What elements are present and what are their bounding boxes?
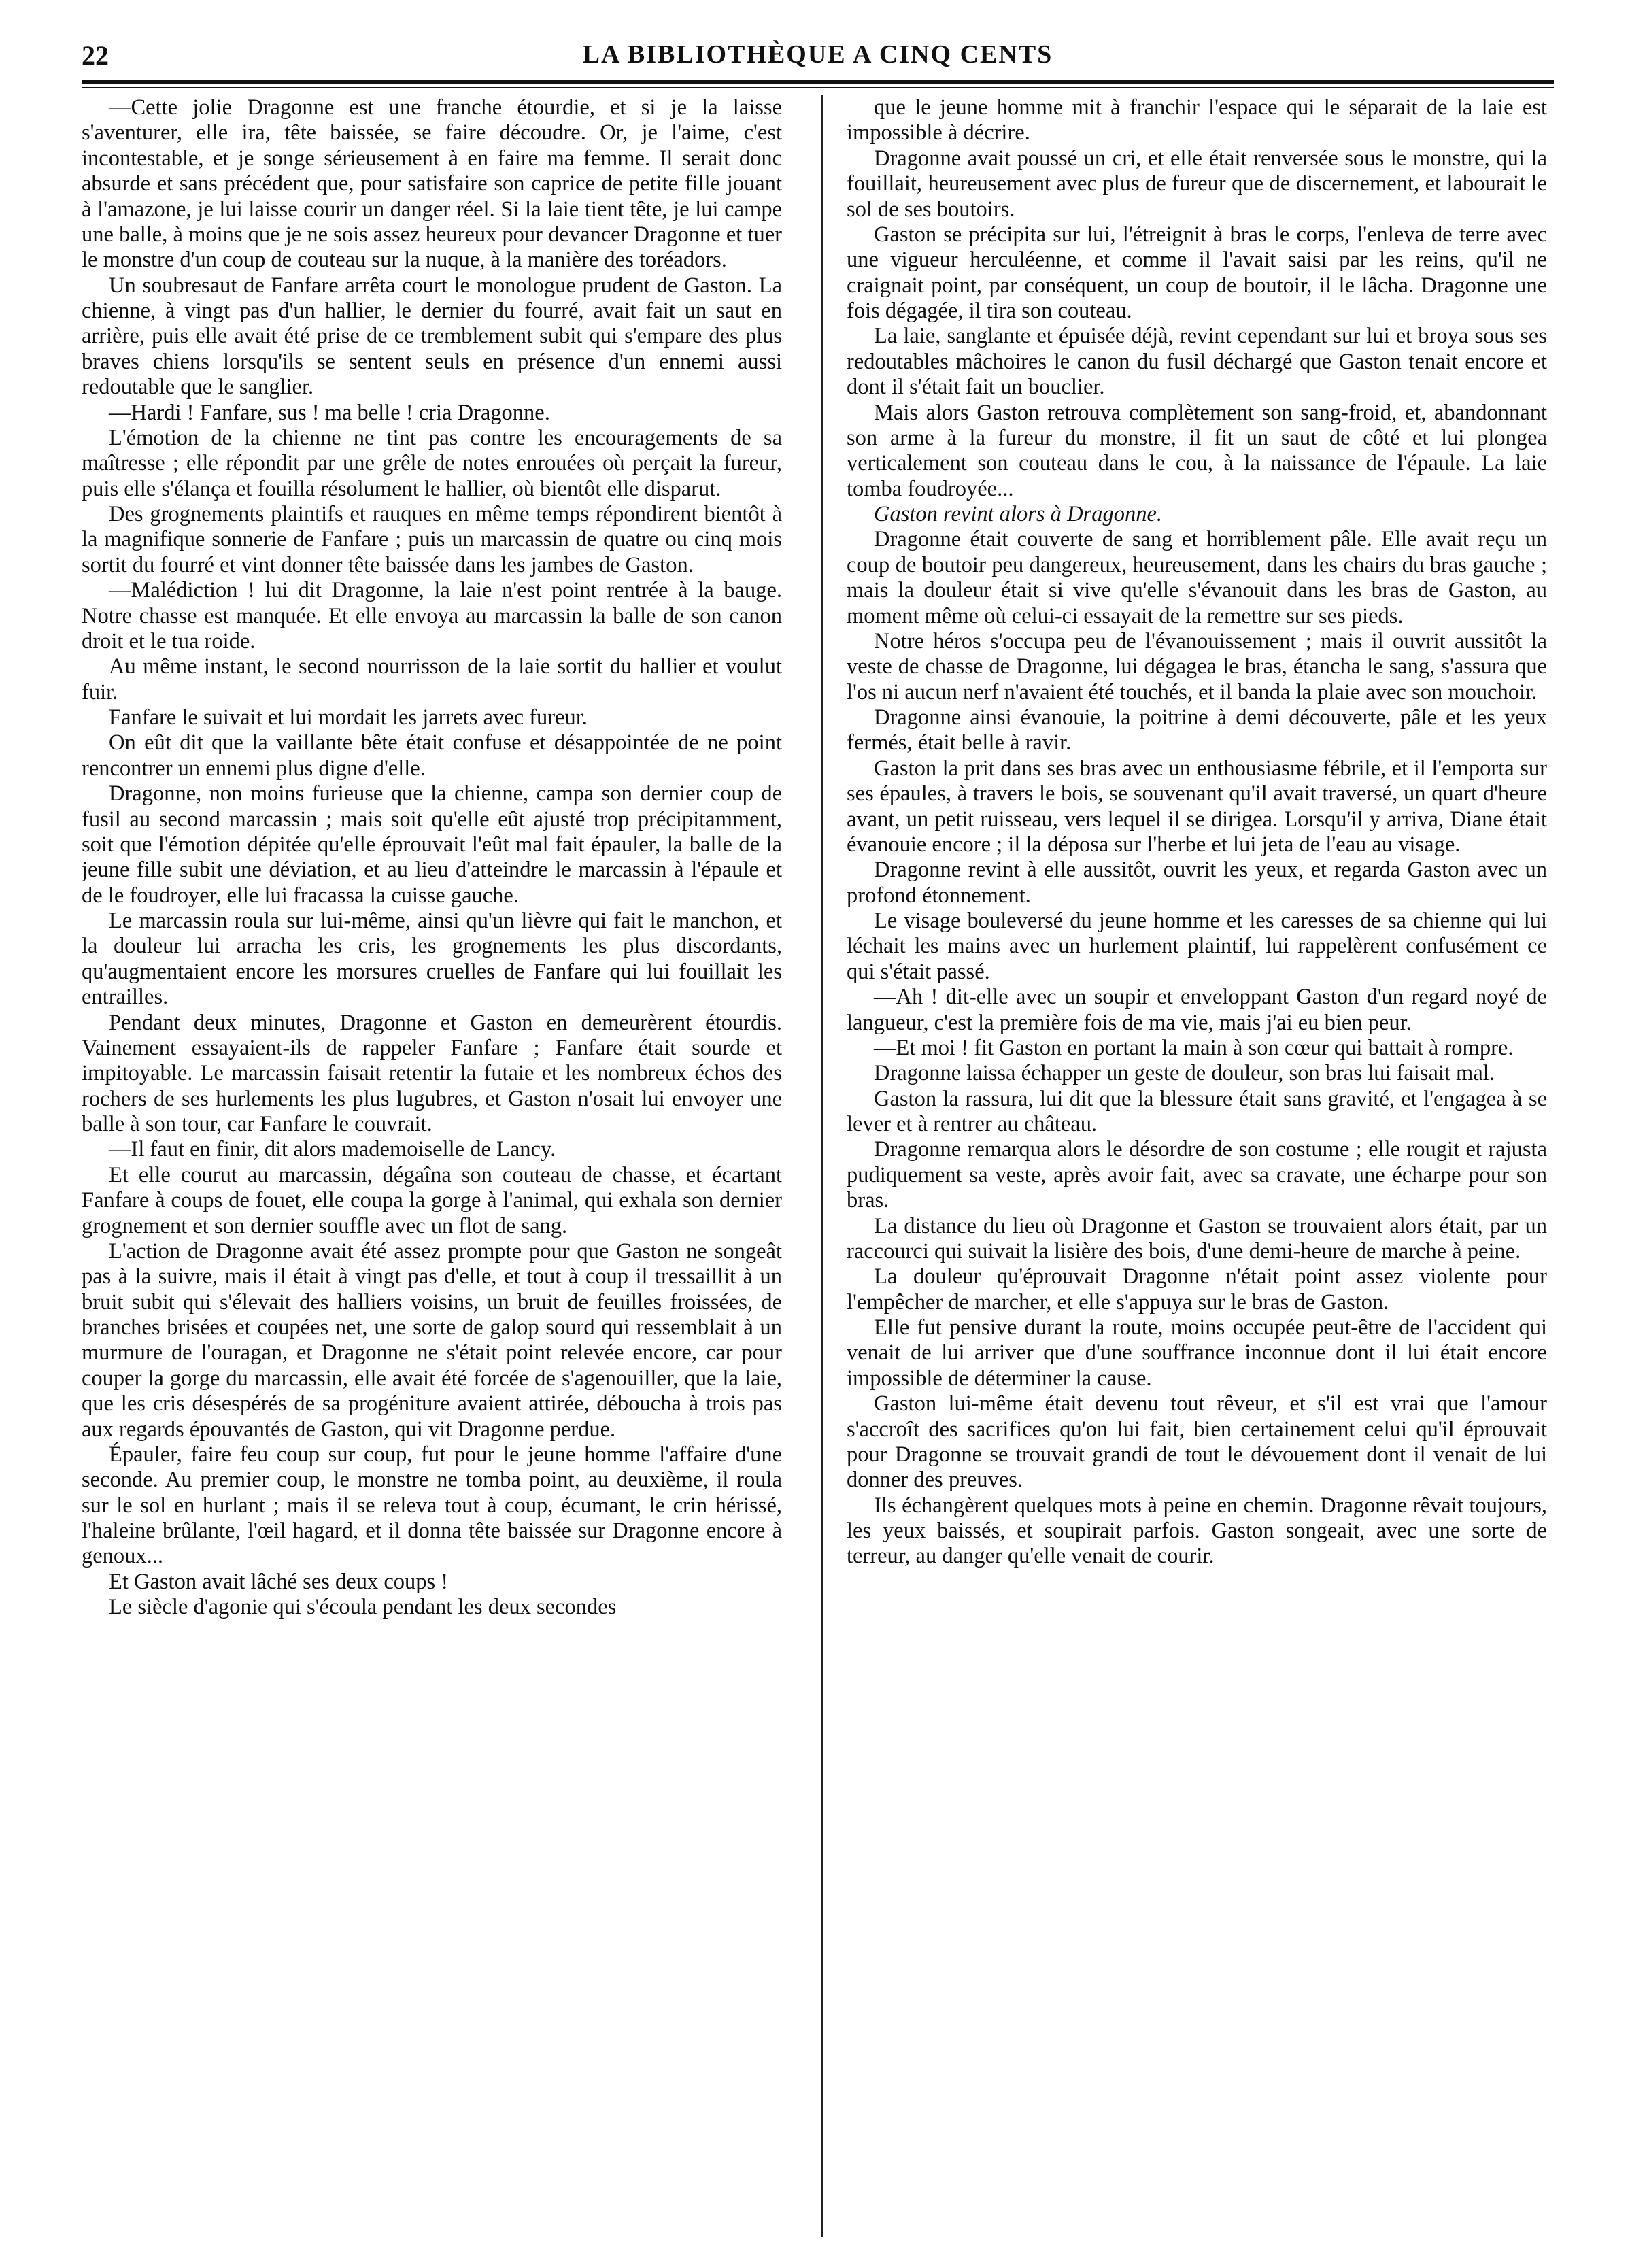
paragraph: La laie, sanglante et épuisée déjà, revint cependant sur lui et broya sous ses redoutables mâchoires le canon du fusil déchargé que Gaston tenait encore et dont il s'était fait un bouclier. xyxy=(847,324,1547,400)
paragraph: Elle fut pensive durant la route, moins occupée peut-être de l'accident qui venait de lui arriver que d'une souffrance inconnue dont il lui était encore impossible de déterminer la cause. xyxy=(847,1315,1547,1391)
paragraph: —Et moi ! fit Gaston en portant la main à son cœur qui battait à rompre. xyxy=(874,1035,1514,1060)
page-header xyxy=(82,39,1554,73)
paragraph: Le marcassin roula sur lui-même, ainsi qu'un lièvre qui fait le manchon, et la douleur lui arracha les cris, les grognements les plus discordants, qu'augmentaient encore les morsures cruelles de Fanfare qui lui fouillait les entrailles. xyxy=(82,909,782,1010)
paragraph: Épauler, faire feu coup sur coup, fut pour le jeune homme l'affaire d'une seconde. Au premier coup, le monstre ne tomba point, au deuxième, il roula sur le sol en hurlant ; mais il se releva tout à coup, écumant, le crin hérissé, l'haleine brûlante, l'œil hagard, et il donna tête baissée sur Dragonne encore à genoux... xyxy=(82,1442,782,1569)
paragraph: —Malédiction ! lui dit Dragonne, la laie n'est point rentrée à la bauge. Notre chasse est manquée. Et elle envoya au marcassin la balle de son canon droit et le tua roide. xyxy=(82,578,782,654)
paragraph: On eût dit que la vaillante bête était confuse et désappointée de ne point rencontrer un ennemi plus digne d'elle. xyxy=(82,730,782,781)
paragraph: Dragonne remarqua alors le désordre de son costume ; elle rougit et rajusta pudiquement sa veste, après avoir fait, avec sa cravate, une écharpe pour son bras. xyxy=(847,1137,1547,1213)
paragraph: Et elle courut au marcassin, dégaîna son couteau de chasse, et écartant Fanfare à coups de fouet, elle coupa la gorge à l'animal, qui exhala son dernier grognement et son dernier souffle avec un flot de sang. xyxy=(82,1162,782,1238)
paragraph: Des grognements plaintifs et rauques en même temps répondirent bientôt à la magnifique sonnerie de Fanfare ; puis un marcassin de quatre ou cinq mois sortit du fourré et vint donner tête baissée dans les jambes de Gaston. xyxy=(82,502,782,577)
paragraph: Dragonne avait poussé un cri, et elle était renversée sous le monstre, qui la fouillait, heureusement avec plus de fureur que de discernement, et labourait le sol de ses boutoirs. xyxy=(847,146,1547,222)
paragraph: Ils échangèrent quelques mots à peine en chemin. Dragonne rêvait toujours, les yeux baissés, et soupirait parfois. Gaston songeait, avec une sorte de terreur, au danger qu'elle venait de courir. xyxy=(847,1493,1547,1569)
paragraph: Gaston la rassura, lui dit que la blessure était sans gravité, et l'engagea à se lever et à rentrer au château. xyxy=(847,1086,1547,1136)
running-title: LA BIBLIOTHÈQUE A CINQ CENTS xyxy=(582,40,1053,69)
paragraph: Dragonne, non moins furieuse que la chienne, campa son dernier coup de fusil au second marcassin ; mais soit qu'elle eût ajusté trop précipitamment, soit que l'émotion dépitée qu'elle éprouvait l'eût mal fait épauler, la balle de la jeune fille subit une déviation, et au lieu d'atteindre le marcassin à l'épaule et de le foudroyer, elle lui fracassa la cuisse gauche. xyxy=(82,781,782,908)
paragraph: que le jeune homme mit à franchir l'espace qui le séparait de la laie est impossible à décrire. xyxy=(847,95,1547,146)
paragraph: —Ah ! dit-elle avec un soupir et enveloppant Gaston d'un regard noyé de langueur, c'est la première fois de ma vie, mais j'ai eu bien peur. xyxy=(847,985,1547,1035)
paragraph: Dragonne revint à elle aussitôt, ouvrit les yeux, et regarda Gaston avec un profond étonnement. xyxy=(847,858,1547,908)
paragraph: Mais alors Gaston retrouva complètement son sang-froid, et, abandonnant son arme à la fureur du monstre, il fit un saut de côté et lui plongea verticalement son couteau dans le cou, à la naissance de l'épaule. La laie tomba foudroyée... xyxy=(847,400,1547,501)
paragraph: Au même instant, le second nourrisson de la laie sortit du hallier et voulut fuir. xyxy=(82,654,782,705)
paragraph: Dragonne était couverte de sang et horriblement pâle. Elle avait reçu un coup de boutoir peu dangereux, heureusement, dans les chairs du bras gauche ; mais la douleur était si vive qu'elle s'évanouit dans les bras de Gaston, au moment même où celui-ci essayait de la remettre sur ses pieds. xyxy=(847,527,1547,628)
header-rule-thin xyxy=(82,87,1554,88)
paragraph: L'action de Dragonne avait été assez prompte pour que Gaston ne songeât pas à la suivre, mais il était à vingt pas d'elle, et tout à coup il tressaillit à un bruit subit qui s'élevait des halliers voisins, un bruit de feuilles froissées, de branches brisées et coupées net, une sorte de galop sourd qui ressemblait à un murmure de l'ouragan, et Dragonne ne s'était point relevée encore, car pour couper la gorge du marcassin, elle avait été forcée de s'agenouiller, que la laie, que les cris désespérés de sa progéniture avaient attirée, déboucha à trois pas aux regards épouvantés de Gaston, qui vit Dragonne perdue. xyxy=(82,1238,782,1442)
paragraph: La distance du lieu où Dragonne et Gaston se trouvaient alors était, par un raccourci qui suivait la lisière des bois, d'une demi-heure de marche à peine. xyxy=(847,1213,1547,1264)
paragraph: Gaston la prit dans ses bras avec un enthousiasme fébrile, et il l'emporta sur ses épaules, à travers le bois, se souvenant qu'il avait traversé, un quart d'heure avant, un petit ruisseau, vers lequel il se dirigea. Lorsqu'il y arriva, Diane était évanouie encore ; il la déposa sur l'herbe et lui jeta de l'eau au visage. xyxy=(847,756,1547,857)
paragraph: Notre héros s'occupa peu de l'évanouissement ; mais il ouvrit aussitôt la veste de chasse de Dragonne, lui dégagea le bras, étancha le sang, s'assura que l'os ni aucun nerf n'avaient été touchés, et il banda la plaie avec son mouchoir. xyxy=(847,628,1547,705)
column-divider xyxy=(821,95,823,2237)
paragraph: Un soubresaut de Fanfare arrêta court le monologue prudent de Gaston. La chienne, à vingt pas d'un hallier, le dernier du fourré, avait fait un saut en arrière, puis elle avait été prise de ce tremblement subit qui s'empare des plus braves chiens lorsqu'ils se sentent seuls en présence d'un ennemi aussi redoutable que le sanglier. xyxy=(82,273,782,400)
paragraph: —Hardi ! Fanfare, sus ! ma belle ! cria Dragonne. xyxy=(109,400,550,425)
paragraph: —Cette jolie Dragonne est une franche étourdie, et si je la laisse s'aventurer, elle ira, tête baissée, se faire découdre. Or, je l'aime, c'est incontestable, et je songe sérieusement à en faire ma femme. Il serait donc absurde et sans précédent que, pour satisfaire son caprice de petite fille jouant à l'amazone, je lui laisse courir un danger réel. Si la laie tient tête, je lui campe une balle, à moins que je ne sois assez heureux pour devancer Dragonne et tuer le monstre d'un coup de couteau sur la nuque, à la manière des toréadors. xyxy=(82,95,782,273)
paragraph: Pendant deux minutes, Dragonne et Gaston en demeurèrent étourdis. Vainement essayaient-ils de rappeler Fanfare ; Fanfare était sourde et impitoyable. Le marcassin faisait retentir la futaie et les nombreux échos des rochers de ses hurlements les plus lugubres, et Gaston n'osait lui envoyer une balle à son tour, car Fanfare le couvrait. xyxy=(82,1010,782,1136)
page-number: 22 xyxy=(82,40,109,71)
left-column xyxy=(82,95,782,2237)
paragraph: Le visage bouleversé du jeune homme et les caresses de sa chienne qui lui léchait les mains avec un hurlement plaintif, lui rappelèrent confusément ce qui s'était passé. xyxy=(847,909,1547,984)
paragraph: L'émotion de la chienne ne tint pas contre les encouragements de sa maîtresse ; elle répondit par une grêle de notes enrouées où perçait la fureur, puis elle s'élança et fouilla résolument le hallier, où bientôt elle disparut. xyxy=(82,425,782,501)
right-column xyxy=(847,95,1547,2237)
paragraph: Dragonne ainsi évanouie, la poitrine à demi découverte, pâle et les yeux fermés, était belle à ravir. xyxy=(847,705,1547,756)
header-rule-thick xyxy=(82,80,1554,84)
paragraph: Et Gaston avait lâché ses deux coups ! xyxy=(109,1569,449,1594)
paragraph: Gaston se précipita sur lui, l'étreignit à bras le corps, l'enleva de terre avec une vigueur herculéenne, et comme il l'avait saisi par les reins, qu'il ne craignait point, par conséquent, un coup de boutoir, il le lâcha. Dragonne une fois dégagée, il tira son couteau. xyxy=(847,222,1547,323)
paragraph: Gaston revint alors à Dragonne. xyxy=(874,502,1162,526)
paragraph: Le siècle d'agonie qui s'écoula pendant les deux secondes xyxy=(109,1595,617,1620)
paragraph: Fanfare le suivait et lui mordait les jarrets avec fureur. xyxy=(109,705,588,730)
paragraph: La douleur qu'éprouvait Dragonne n'était point assez violente pour l'empêcher de marcher, et elle s'appuya sur le bras de Gaston. xyxy=(847,1264,1547,1315)
paragraph: Gaston lui-même était devenu tout rêveur, et s'il est vrai que l'amour s'accroît des sacrifices qu'on lui fait, bien certainement celui qu'il éprouvait pour Dragonne se trouvait grandi de tout le dévouement dont il venait de lui donner des preuves. xyxy=(847,1391,1547,1493)
paragraph: Dragonne laissa échapper un geste de douleur, son bras lui faisait mal. xyxy=(874,1061,1495,1086)
paragraph: —Il faut en finir, dit alors mademoiselle de Lancy. xyxy=(109,1137,556,1162)
